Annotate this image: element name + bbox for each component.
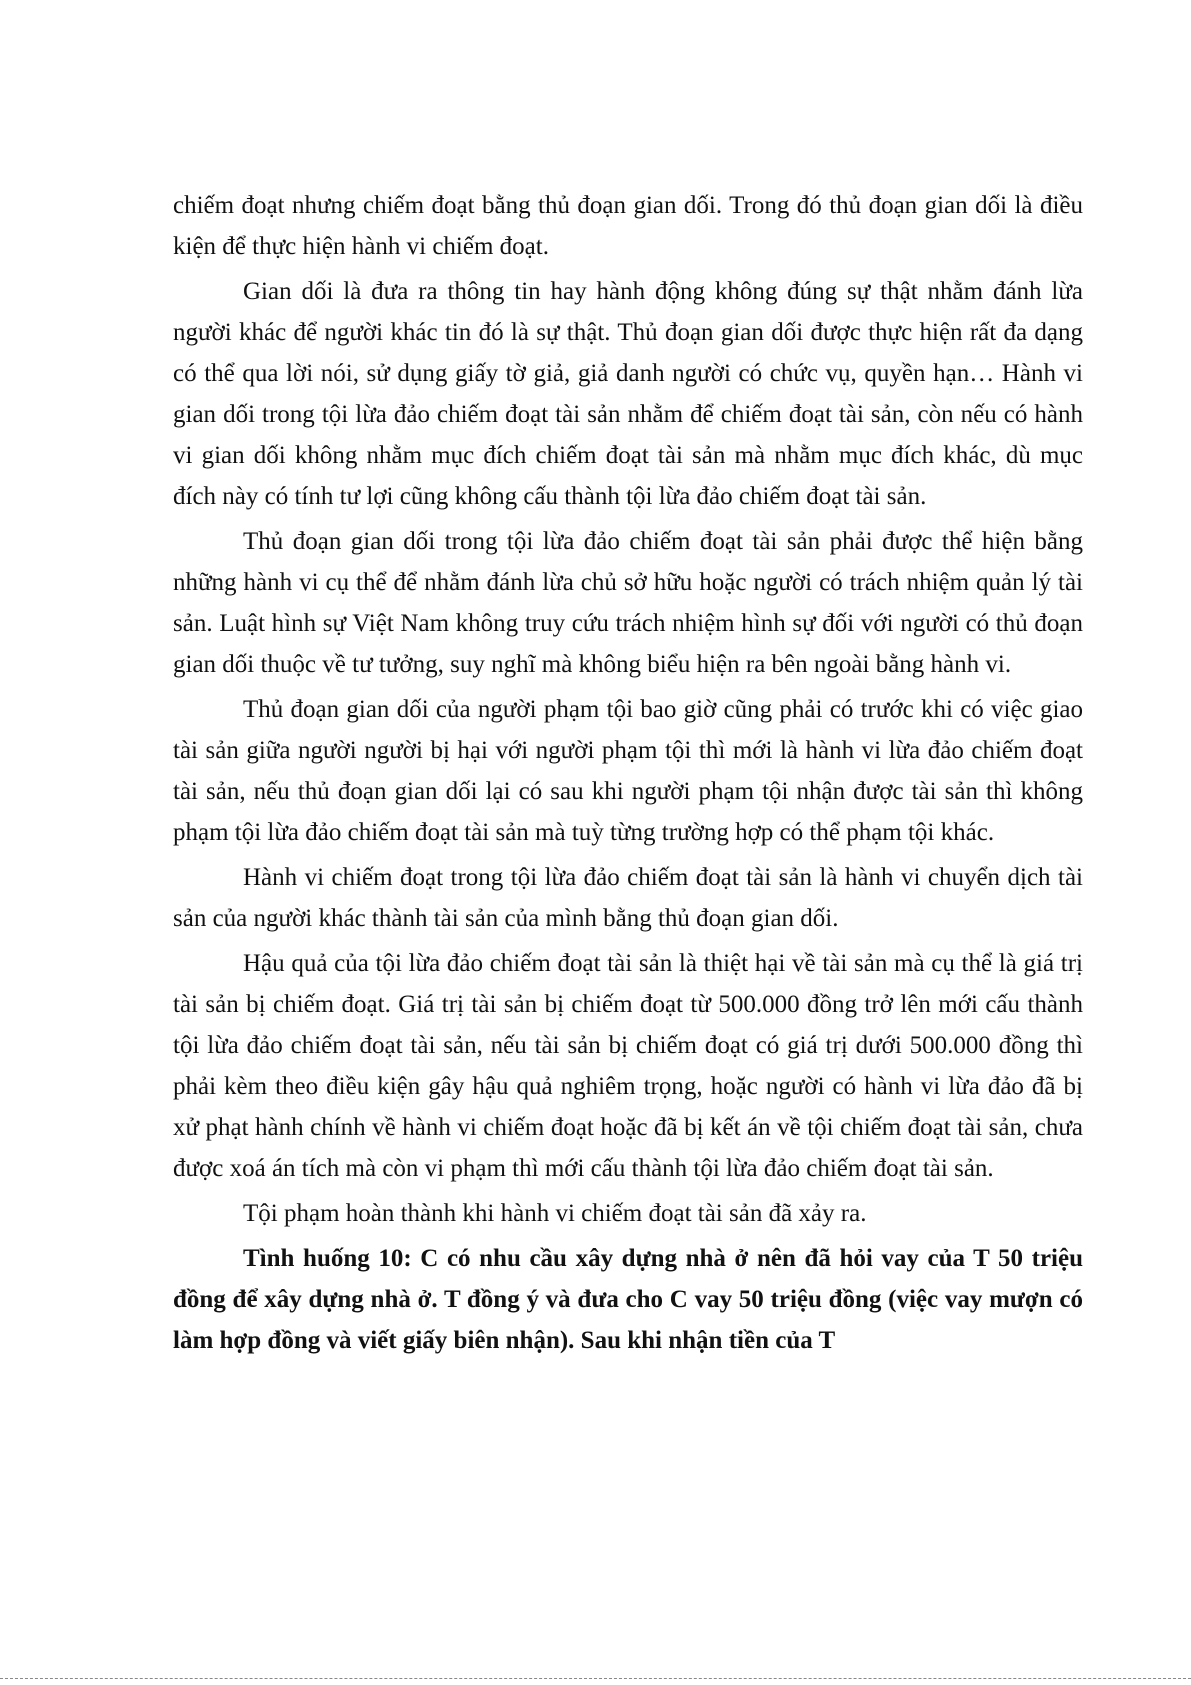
paragraph-hau-qua: Hậu quả của tội lừa đảo chiếm đoạt tài sản là thiệt hại về tài sản mà cụ thể là giá trị tài sản bị chiếm đoạt. Giá trị tài sản bị chiếm đoạt từ 500.000 đồng trở lên mới cấu thành tội lừa đảo chiếm đoạt tài sản, nếu tài sản bị chiếm đoạt có giá trị dưới 500.000 đồng thì phải kèm theo điều kiện gây hậu quả nghiêm trọng, hoặc người có hành vi lừa đảo đã bị xử phạt hành chính về hành vi chiếm đoạt hoặc đã bị kết án về tội chiếm đoạt tài sản, chưa được xoá án tích mà còn vi phạm thì mới cấu thành tội lừa đảo chiếm đoạt tài sản.	[173, 950, 1083, 1182]
paragraph-hoan-thanh: Tội phạm hoàn thành khi hành vi chiếm đoạt tài sản đã xảy ra.	[243, 1200, 867, 1227]
page-bottom-divider	[0, 1678, 1191, 1679]
paragraph-thu-doan-hanh-vi: Thủ đoạn gian dối trong tội lừa đảo chiếm đoạt tài sản phải được thể hiện bằng những hành vi cụ thể để nhằm đánh lừa chủ sở hữu hoặc người có trách nhiệm quản lý tài sản. Luật hình sự Việt Nam không truy cứu trách nhiệm hình sự đối với người có thủ đoạn gian dối thuộc về tư tưởng, suy nghĩ mà không biểu hiện ra bên ngoài bằng hành vi.	[173, 528, 1083, 678]
paragraph-thu-doan-truoc: Thủ đoạn gian dối của người phạm tội bao giờ cũng phải có trước khi có việc giao tài sản giữa người người bị hại với người phạm tội thì mới là hành vi lừa đảo chiếm đoạt tài sản, nếu thủ đoạn gian dối lại có sau khi người phạm tội nhận được tài sản thì không phạm tội lừa đảo chiếm đoạt tài sản mà tuỳ từng trường hợp có thể phạm tội khác.	[173, 696, 1083, 846]
document-page	[173, 185, 1083, 1365]
paragraph-tinh-huong-10: Tình huống 10: C có nhu cầu xây dựng nhà ở nên đã hỏi vay của T 50 triệu đồng để xây dựng nhà ở. T đồng ý và đưa cho C vay 50 triệu đồng (việc vay mượn có làm hợp đồng và viết giấy biên nhận). Sau khi nhận tiền của T	[173, 1245, 1083, 1354]
paragraph-hanh-vi-chiem-doat: Hành vi chiếm đoạt trong tội lừa đảo chiếm đoạt tài sản là hành vi chuyển dịch tài sản của người khác thành tài sản của mình bằng thủ đoạn gian dối.	[173, 864, 1083, 932]
paragraph-continuation: chiếm đoạt nhưng chiếm đoạt bằng thủ đoạn gian dối. Trong đó thủ đoạn gian dối là điều kiện để thực hiện hành vi chiếm đoạt.	[173, 192, 1083, 260]
paragraph-gian-doi-definition: Gian dối là đưa ra thông tin hay hành động không đúng sự thật nhằm đánh lừa người khác để người khác tin đó là sự thật. Thủ đoạn gian dối được thực hiện rất đa dạng có thể qua lời nói, sử dụng giấy tờ giả, giả danh người có chức vụ, quyền hạn… Hành vi gian dối trong tội lừa đảo chiếm đoạt tài sản nhằm để chiếm đoạt tài sản, còn nếu có hành vi gian dối không nhằm mục đích chiếm đoạt tài sản mà nhằm mục đích khác, dù mục đích này có tính tư lợi cũng không cấu thành tội lừa đảo chiếm đoạt tài sản.	[173, 278, 1083, 510]
